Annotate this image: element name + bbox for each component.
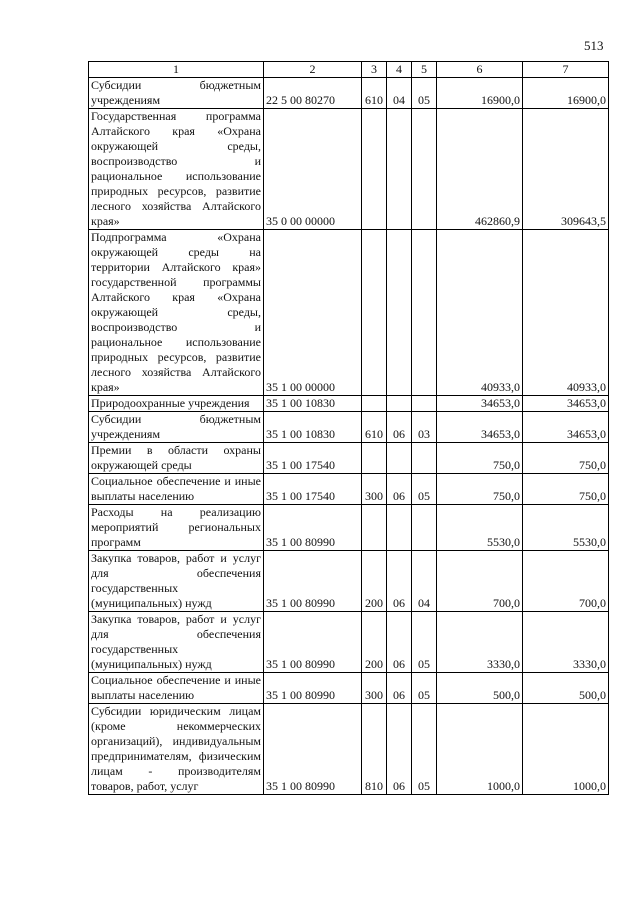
table-row: [89, 412, 609, 443]
row-name-cell: Субсидии бюджетным учреждениям: [89, 78, 264, 109]
row-rz-cell: [387, 230, 412, 396]
row-sum-2024-cell: 750,0: [437, 474, 523, 505]
row-sum-2024-cell: 16900,0: [437, 78, 523, 109]
budget-table: [88, 61, 609, 795]
row-rz-cell: 06: [387, 673, 412, 704]
row-vr-cell: 300: [362, 673, 387, 704]
row-vr-cell: [362, 443, 387, 474]
row-pr-cell: [412, 396, 437, 412]
row-rz-cell: [387, 396, 412, 412]
row-sum-2025-cell: 3330,0: [523, 612, 609, 673]
row-sum-2025-cell: 700,0: [523, 551, 609, 612]
row-sum-2024-cell: 462860,9: [437, 109, 523, 230]
row-pr-cell: [412, 230, 437, 396]
row-vr-cell: [362, 230, 387, 396]
row-rz-cell: 06: [387, 474, 412, 505]
table-row: [89, 230, 609, 396]
table-header-row: [89, 62, 609, 78]
row-code-cell: 35 1 00 17540: [264, 443, 362, 474]
row-code-cell: 35 0 00 00000: [264, 109, 362, 230]
row-name-cell: Премии в области охраны окружающей среды: [89, 443, 264, 474]
row-vr-cell: [362, 109, 387, 230]
row-code-cell: 35 1 00 80990: [264, 612, 362, 673]
row-vr-cell: [362, 505, 387, 551]
row-sum-2024-cell: 3330,0: [437, 612, 523, 673]
row-code-cell: 22 5 00 80270: [264, 78, 362, 109]
header-col-5: 5: [412, 62, 437, 78]
row-pr-cell: 05: [412, 78, 437, 109]
row-sum-2025-cell: 309643,5: [523, 109, 609, 230]
row-name-cell: Природоохранные учреждения: [89, 396, 264, 412]
header-col-6: 6: [437, 62, 523, 78]
row-sum-2025-cell: 750,0: [523, 443, 609, 474]
row-pr-cell: 03: [412, 412, 437, 443]
header-col-4: 4: [387, 62, 412, 78]
row-rz-cell: 06: [387, 704, 412, 795]
row-vr-cell: [362, 396, 387, 412]
row-sum-2024-cell: 5530,0: [437, 505, 523, 551]
row-vr-cell: 300: [362, 474, 387, 505]
row-pr-cell: 05: [412, 673, 437, 704]
row-sum-2025-cell: 500,0: [523, 673, 609, 704]
row-name-cell: Социальное обеспечение и иные выплаты населению: [89, 673, 264, 704]
row-vr-cell: 200: [362, 551, 387, 612]
row-sum-2024-cell: 34653,0: [437, 412, 523, 443]
table-row: [89, 396, 609, 412]
row-name-cell: Закупка товаров, работ и услуг для обеспечения государственных (муниципальных) нужд: [89, 612, 264, 673]
row-code-cell: 35 1 00 80990: [264, 704, 362, 795]
row-rz-cell: 06: [387, 612, 412, 673]
page-number: 513: [584, 38, 604, 53]
row-code-cell: 35 1 00 10830: [264, 396, 362, 412]
row-rz-cell: 06: [387, 412, 412, 443]
table-row: [89, 474, 609, 505]
row-code-cell: 35 1 00 10830: [264, 412, 362, 443]
row-sum-2025-cell: 16900,0: [523, 78, 609, 109]
row-pr-cell: 04: [412, 551, 437, 612]
row-pr-cell: 05: [412, 474, 437, 505]
row-rz-cell: [387, 505, 412, 551]
table-row: [89, 443, 609, 474]
row-rz-cell: [387, 109, 412, 230]
row-pr-cell: 05: [412, 704, 437, 795]
header-col-1: 1: [89, 62, 264, 78]
row-sum-2024-cell: 500,0: [437, 673, 523, 704]
row-sum-2024-cell: 34653,0: [437, 396, 523, 412]
row-sum-2025-cell: 34653,0: [523, 396, 609, 412]
row-code-cell: 35 1 00 00000: [264, 230, 362, 396]
row-name-cell: Государственная программа Алтайского края «Охрана окружающей среды, воспроизводство и рациональное использование природных ресурсов, развитие лесного хозяйства Алтайского края»: [89, 109, 264, 230]
row-vr-cell: 200: [362, 612, 387, 673]
row-pr-cell: [412, 505, 437, 551]
row-pr-cell: 05: [412, 612, 437, 673]
table-row: [89, 505, 609, 551]
row-code-cell: 35 1 00 80990: [264, 673, 362, 704]
row-sum-2024-cell: 700,0: [437, 551, 523, 612]
row-rz-cell: 04: [387, 78, 412, 109]
row-rz-cell: 06: [387, 551, 412, 612]
row-pr-cell: [412, 443, 437, 474]
header-col-2: 2: [264, 62, 362, 78]
header-col-7: 7: [523, 62, 609, 78]
row-sum-2025-cell: 34653,0: [523, 412, 609, 443]
table-row: [89, 109, 609, 230]
row-name-cell: Субсидии юридическим лицам (кроме некоммерческих организаций), индивидуальным предпринимателям, физическим лицам - производителям товаров, работ, услуг: [89, 704, 264, 795]
row-name-cell: Подпрограмма «Охрана окружающей среды на территории Алтайского края» государственной программы Алтайского края «Охрана окружающей среды, воспроизводство и рациональное использование природных ресурсов, развитие лесного хозяйства Алтайского края»: [89, 230, 264, 396]
row-sum-2025-cell: 40933,0: [523, 230, 609, 396]
table-row: [89, 704, 609, 795]
row-vr-cell: 610: [362, 412, 387, 443]
row-name-cell: Закупка товаров, работ и услуг для обеспечения государственных (муниципальных) нужд: [89, 551, 264, 612]
table-row: [89, 612, 609, 673]
row-sum-2024-cell: 40933,0: [437, 230, 523, 396]
table-row: [89, 551, 609, 612]
row-name-cell: Расходы на реализацию мероприятий региональных программ: [89, 505, 264, 551]
row-sum-2024-cell: 750,0: [437, 443, 523, 474]
row-name-cell: Субсидии бюджетным учреждениям: [89, 412, 264, 443]
row-pr-cell: [412, 109, 437, 230]
row-name-cell: Социальное обеспечение и иные выплаты населению: [89, 474, 264, 505]
table-row: [89, 78, 609, 109]
row-vr-cell: 810: [362, 704, 387, 795]
header-col-3: 3: [362, 62, 387, 78]
row-sum-2025-cell: 750,0: [523, 474, 609, 505]
row-code-cell: 35 1 00 80990: [264, 551, 362, 612]
row-sum-2024-cell: 1000,0: [437, 704, 523, 795]
row-code-cell: 35 1 00 80990: [264, 505, 362, 551]
row-vr-cell: 610: [362, 78, 387, 109]
row-sum-2025-cell: 1000,0: [523, 704, 609, 795]
row-sum-2025-cell: 5530,0: [523, 505, 609, 551]
table-row: [89, 673, 609, 704]
row-code-cell: 35 1 00 17540: [264, 474, 362, 505]
row-rz-cell: [387, 443, 412, 474]
